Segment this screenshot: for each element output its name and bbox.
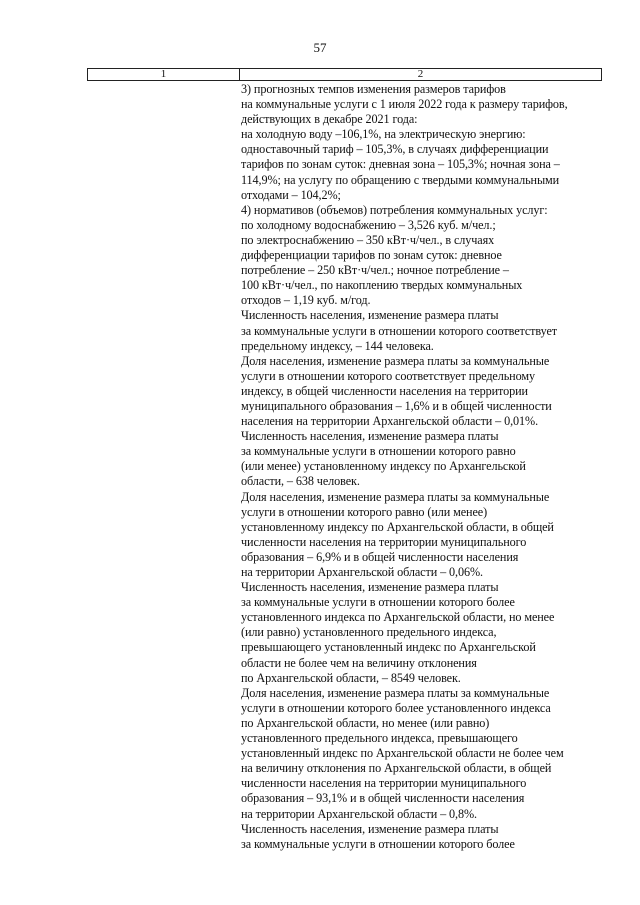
table-header [87, 68, 602, 81]
text-line: за коммунальные услуги в отношении которого равно [241, 444, 516, 459]
text-line: образования – 6,9% и в общей численности населения [241, 549, 519, 564]
text-line: Численность населения, изменение размера платы [241, 308, 499, 323]
text-line: одноставочный тариф – 105,3%, в случаях дифференциации [241, 142, 549, 157]
text-line: по холодному водоснабжению – 3,526 куб. м/чел.; [241, 217, 496, 232]
text-line: услуги в отношении которого соответствует предельному [241, 368, 535, 383]
text-line: предельному индексу, – 144 человека. [241, 338, 434, 353]
text-line: Доля населения, изменение размера платы за коммунальные [241, 353, 550, 368]
text-line: дифференциации тарифов по зонам суток: дневное [241, 248, 502, 263]
text-line: за коммунальные услуги в отношении которого соответствует [241, 323, 558, 338]
text-line: отходов – 1,19 куб. м/год. [241, 293, 371, 308]
text-line: Доля населения, изменение размера платы за коммунальные [241, 489, 550, 504]
text-line: установленного предельного индекса, превышающего [241, 731, 518, 746]
text-line: Численность населения, изменение размера платы [241, 821, 499, 836]
text-line: на коммунальные услуги с 1 июля 2022 года к размеру тарифов, [241, 97, 568, 112]
text-line: 114,9%; на услугу по обращению с твердыми коммунальными [241, 172, 560, 187]
text-line: установленного индекса по Архангельской области, но менее [241, 610, 555, 625]
text-line: образования – 93,1% и в общей численности населения [241, 791, 525, 806]
text-line: индексу, в общей численности населения на территории [241, 383, 528, 398]
text-line: (или равно) установленного предельного индекса, [241, 625, 497, 640]
text-line: муниципального образования – 1,6% и в общей численности [241, 398, 552, 413]
document-body [241, 82, 601, 852]
text-line: численности населения на территории муниципального [241, 534, 527, 549]
text-line: по Архангельской области, но менее (или равно) [241, 715, 490, 730]
text-line: 3) прогнозных темпов изменения размеров тарифов [241, 82, 506, 96]
text-line: населения на территории Архангельской области – 0,01%. [241, 414, 539, 429]
text-line: за коммунальные услуги в отношении которого более [241, 595, 515, 610]
text-line: действующих в декабре 2021 года: [241, 112, 418, 127]
text-line: отходами – 104,2%; [241, 187, 341, 202]
text-line: численности населения на территории муниципального [241, 776, 527, 791]
table-header-col1: 1 [88, 69, 240, 80]
text-line: Численность населения, изменение размера платы [241, 580, 499, 595]
text-line: 100 кВт·ч/чел., по накоплению твердых коммунальных [241, 278, 523, 293]
text-line: превышающего установленный индекс по Архангельской [241, 640, 536, 655]
text-line: потребление – 250 кВт·ч/чел.; ночное потребление – [241, 263, 509, 278]
text-line: на величину отклонения по Архангельской области, в общей [241, 761, 552, 776]
text-line: 4) нормативов (объемов) потребления коммунальных услуг: [241, 202, 548, 217]
table-header-col2: 2 [417, 68, 424, 80]
text-line: по Архангельской области, – 8549 человек. [241, 670, 461, 685]
text-line: на территории Архангельской области – 0,8%. [241, 806, 477, 821]
text-line: услуги в отношении которого более установленного индекса [241, 700, 551, 715]
text-line: области, – 638 человек. [241, 474, 360, 489]
text-line: (или менее) установленному индексу по Архангельской [241, 459, 526, 474]
text-line: установленный индекс по Архангельской области не более чем [241, 746, 564, 761]
text-line: области не более чем на величину отклонения [241, 655, 477, 670]
text-line: на холодную воду –106,1%, на электрическую энергию: [241, 127, 526, 142]
text-line: по электроснабжению – 350 кВт·ч/чел., в случаях [241, 232, 495, 247]
text-line: за коммунальные услуги в отношении которого более [241, 836, 515, 851]
text-line: услуги в отношении которого равно (или менее) [241, 504, 488, 519]
text-line: Численность населения, изменение размера платы [241, 429, 499, 444]
text-line: на территории Архангельской области – 0,06%. [241, 565, 483, 579]
text-line: установленному индексу по Архангельской области, в общей [241, 519, 554, 534]
page-number: 57 [313, 40, 327, 55]
text-line: Доля населения, изменение размера платы за коммунальные [241, 685, 550, 700]
text-line: тарифов по зонам суток: дневная зона – 105,3%; ночная зона – [241, 157, 560, 172]
